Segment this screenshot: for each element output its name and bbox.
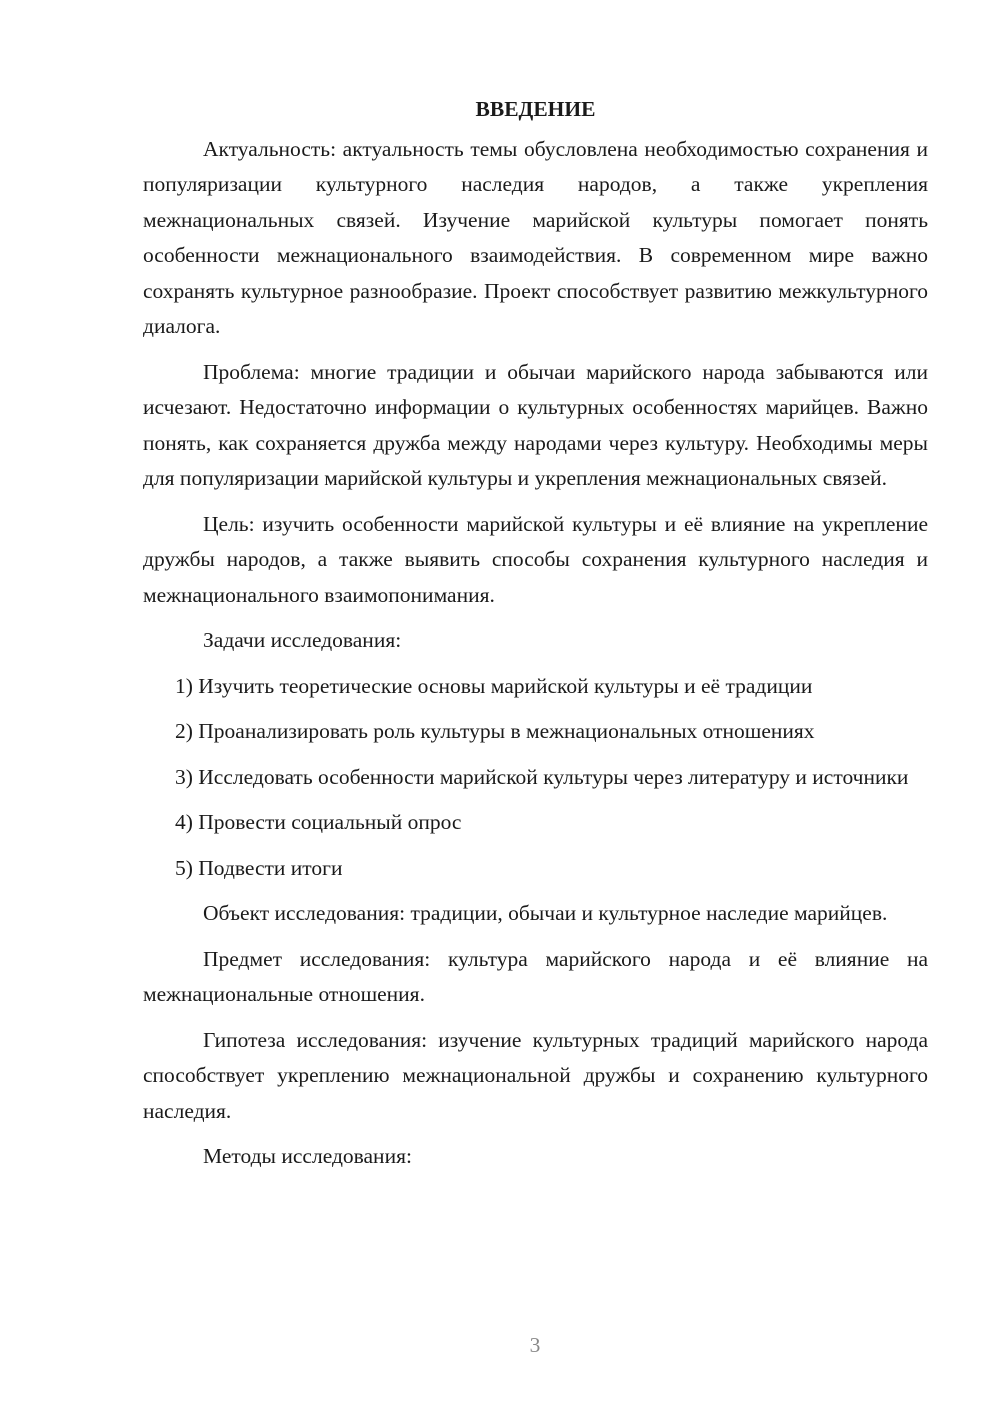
section-heading: ВВЕДЕНИЕ	[475, 97, 596, 121]
task-item-5: 5) Подвести итоги	[175, 855, 343, 880]
goal-paragraph: Цель: изучить особенности марийской культуры и её влияние на укрепление дружбы народов, а также выявить способы сохранения культурного наследия и межнационального взаимопонимания.	[143, 511, 928, 607]
problem-paragraph: Проблема: многие традиции и обычаи марийского народа забываются или исчезают. Недостаточно информации о культурных особенностях марийцев. Важно понять, как сохраняется дружба между народами через культуру. Необходимы меры для популяризации марийской культуры и укрепления межнациональных связей.	[143, 359, 928, 490]
task-item-4: 4) Провести социальный опрос	[175, 810, 462, 834]
task-item-1: 1) Изучить теоретические основы марийской культуры и её традиции	[175, 673, 813, 698]
document-page	[143, 92, 928, 1185]
page-number: 3	[529, 1333, 541, 1357]
hypothesis-paragraph: Гипотеза исследования: изучение культурных традиций марийского народа способствует укреплению межнациональной дружбы и сохранению культурного наследия.	[143, 1027, 928, 1123]
relevance-paragraph: Актуальность: актуальность темы обусловлена необходимостью сохранения и популяризации культурного наследия народов, а также укрепления межнациональных связей. Изучение марийской культуры помогает понять особенности межнационального взаимодействия. В современном мире важно сохранять культурное разнообразие. Проект способствует развитию межкультурного диалога.	[143, 136, 928, 338]
methods-heading: Методы исследования:	[203, 1144, 412, 1168]
object-paragraph: Объект исследования: традиции, обычаи и культурное наследие марийцев.	[203, 901, 888, 925]
subject-paragraph: Предмет исследования: культура марийского народа и её влияние на межнациональные отношения.	[143, 946, 928, 1006]
tasks-heading: Задачи исследования:	[203, 628, 402, 652]
task-item-2: 2) Проанализировать роль культуры в межнациональных отношениях	[175, 719, 815, 743]
task-item-3: 3) Исследовать особенности марийской культуры через литературу и источники	[175, 764, 909, 789]
